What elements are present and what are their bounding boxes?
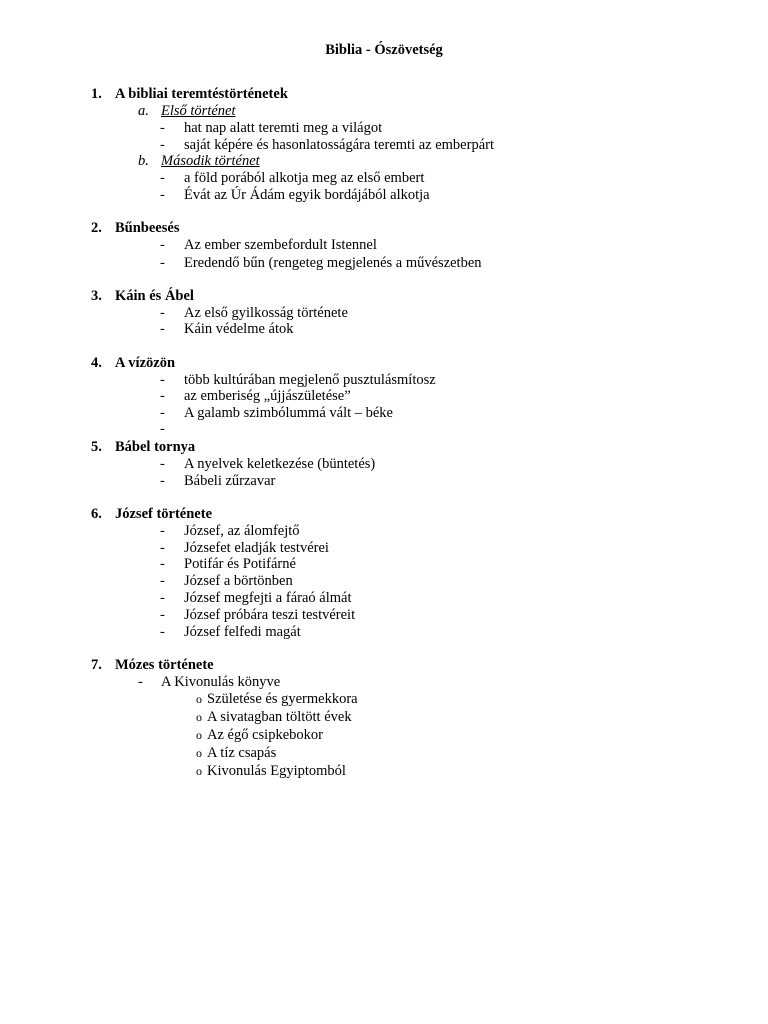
list-item-text: Az ember szembefordult Istennel xyxy=(184,237,377,253)
list-item-text: Eredendő bűn (rengeteg megjelenés a művészetben xyxy=(184,255,482,271)
section-title: József története xyxy=(115,506,213,522)
section-title: Bábel tornya xyxy=(115,439,196,455)
list-item-text: József a börtönben xyxy=(184,573,293,589)
list-item-text: József, az álomfejtő xyxy=(184,523,300,539)
circle-bullet-icon: o xyxy=(196,728,202,742)
dash-marker: - xyxy=(160,255,165,271)
dash-marker: - xyxy=(160,321,165,337)
list-item-text: több kultúrában megjelenő pusztulásmítosz xyxy=(184,372,436,388)
list-item-text: Káin védelme átok xyxy=(184,321,294,337)
dash-marker: - xyxy=(160,237,165,253)
section-number: 2. xyxy=(91,220,102,236)
subsection-title: Második történet xyxy=(161,153,260,169)
dash-marker: - xyxy=(160,573,165,589)
list-item-text: A galamb szimbólummá vált – béke xyxy=(184,405,393,421)
list-item-text: a föld porából alkotja meg az első embert xyxy=(184,170,425,186)
dash-marker: - xyxy=(138,674,143,690)
circle-bullet-icon: o xyxy=(196,692,202,706)
list-item-text: József megfejti a fáraó álmát xyxy=(184,590,352,606)
subsection-letter: b. xyxy=(138,153,149,169)
section-number: 6. xyxy=(91,506,102,522)
list-item-text: Potifár és Potifárné xyxy=(184,556,296,572)
sub-list-item-text: Az égő csipkebokor xyxy=(207,727,323,743)
subsection-letter: a. xyxy=(138,103,149,119)
section-number: 4. xyxy=(91,355,102,371)
dash-marker: - xyxy=(160,523,165,539)
circle-bullet-icon: o xyxy=(196,710,202,724)
dash-marker: - xyxy=(160,305,165,321)
dash-marker: - xyxy=(160,170,165,186)
dash-marker: - xyxy=(160,388,165,404)
dash-marker: - xyxy=(160,590,165,606)
dash-marker: - xyxy=(160,187,165,203)
list-item-text: Évát az Úr Ádám egyik bordájából alkotja xyxy=(184,187,430,203)
list-item-text: A nyelvek keletkezése (büntetés) xyxy=(184,456,376,472)
section-title: A bibliai teremtéstörténetek xyxy=(115,86,288,102)
list-item-text: A Kivonulás könyve xyxy=(161,674,281,690)
dash-marker: - xyxy=(160,456,165,472)
section-title: Káin és Ábel xyxy=(115,288,194,304)
section-title: Bűnbeesés xyxy=(115,220,180,236)
dash-marker: - xyxy=(160,421,165,437)
section-number: 1. xyxy=(91,86,102,102)
list-item-text: Józsefet eladják testvérei xyxy=(184,540,329,556)
sub-list-item-text: Születése és gyermekkora xyxy=(207,691,358,707)
list-item-text: Bábeli zűrzavar xyxy=(184,473,276,489)
section-number: 5. xyxy=(91,439,102,455)
list-item-text: az emberiség „újjászületése” xyxy=(184,388,351,404)
page-title: Biblia - Ószövetség xyxy=(325,42,443,58)
dash-marker: - xyxy=(160,624,165,640)
dash-marker: - xyxy=(160,372,165,388)
sub-list-item-text: Kivonulás Egyiptomból xyxy=(207,763,346,779)
circle-bullet-icon: o xyxy=(196,746,202,760)
dash-marker: - xyxy=(160,556,165,572)
dash-marker: - xyxy=(160,540,165,556)
list-item-text: Az első gyilkosság története xyxy=(184,305,348,321)
list-item-text: saját képére és hasonlatosságára teremti az emberpárt xyxy=(184,137,494,153)
dash-marker: - xyxy=(160,137,165,153)
circle-bullet-icon: o xyxy=(196,764,202,778)
dash-marker: - xyxy=(160,607,165,623)
sub-list-item-text: A tíz csapás xyxy=(207,745,277,761)
list-item-text: József felfedi magát xyxy=(184,624,301,640)
list-item-text: hat nap alatt teremti meg a világot xyxy=(184,120,383,136)
section-number: 3. xyxy=(91,288,102,304)
section-number: 7. xyxy=(91,657,102,673)
list-item-text: József próbára teszi testvéreit xyxy=(184,607,356,623)
subsection-title: Első történet xyxy=(161,103,236,119)
dash-marker: - xyxy=(160,473,165,489)
dash-marker: - xyxy=(160,120,165,136)
dash-marker: - xyxy=(160,405,165,421)
sub-list-item-text: A sivatagban töltött évek xyxy=(207,709,352,725)
section-title: A vízözön xyxy=(115,355,176,371)
section-title: Mózes története xyxy=(115,657,214,673)
